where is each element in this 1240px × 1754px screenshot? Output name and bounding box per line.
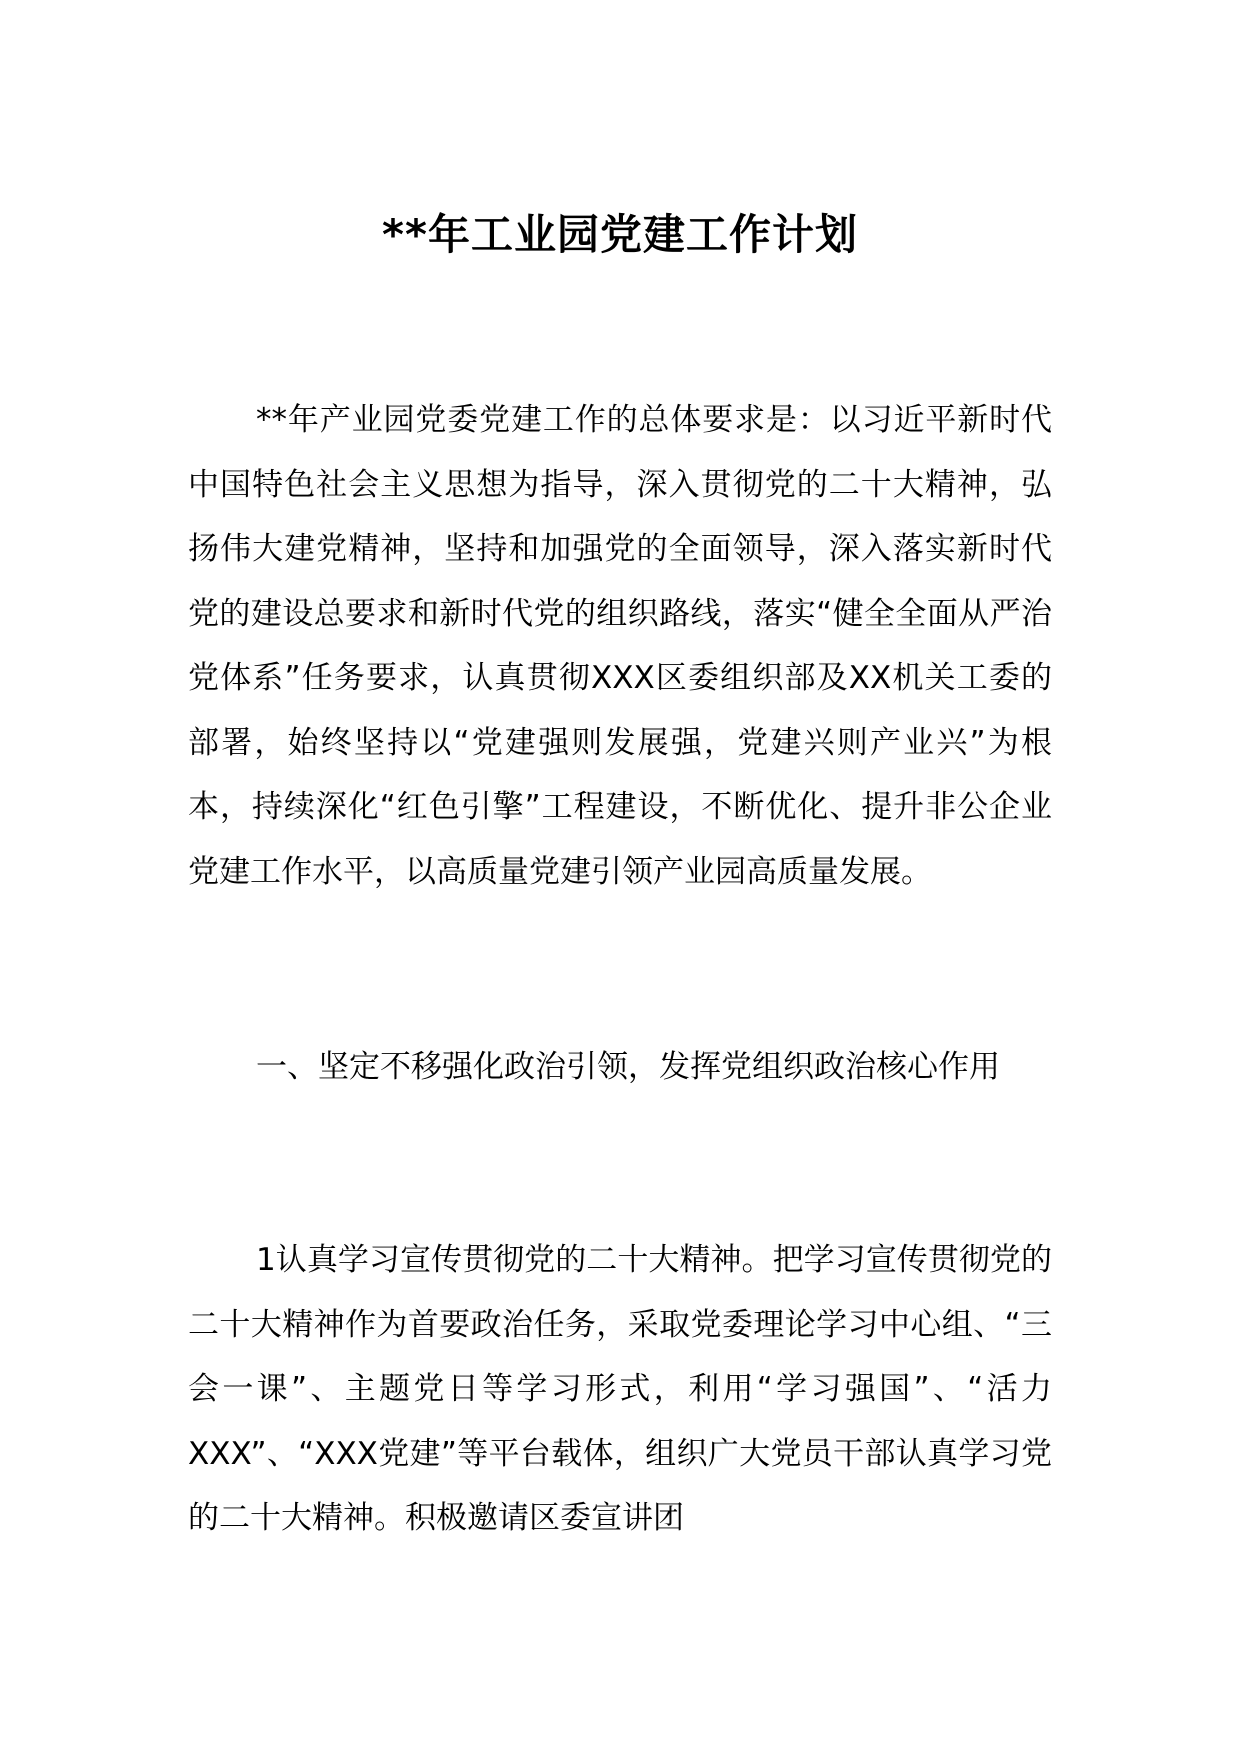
item-paragraph-1: 1认真学习宣传贯彻党的二十大精神。把学习宣传贯彻党的二十大精神作为首要政治任务，采取党委理论学习中心组、“三会一课”、主题党日等学习形式，利用“学习强国”、“活力XXX”、“XXX党建”等平台载体，组织广大党员干部认真学习党的二十大精神。积极邀请区委宣讲团 xyxy=(188,1242,1052,1536)
document-title: **年工业园党建工作计划 xyxy=(382,210,858,259)
intro-paragraph: **年产业园党委党建工作的总体要求是：以习近平新时代中国特色社会主义思想为指导，深入贯彻党的二十大精神，弘扬伟大建党精神，坚持和加强党的全面领导，深入落实新时代党的建设总要求和新时代党的组织路线，落实“健全全面从严治党体系”任务要求，认真贯彻XXX区委组织部及XX机关工委的部署，始终坚持以“党建强则发展强，党建兴则产业兴”为根本，持续深化“红色引擎”工程建设，不断优化、提升非公企业党建工作水平，以高质量党建引领产业园高质量发展。 xyxy=(188,402,1052,890)
section-heading-1: 一、坚定不移强化政治引领，发挥党组织政治核心作用 xyxy=(256,1049,1000,1085)
